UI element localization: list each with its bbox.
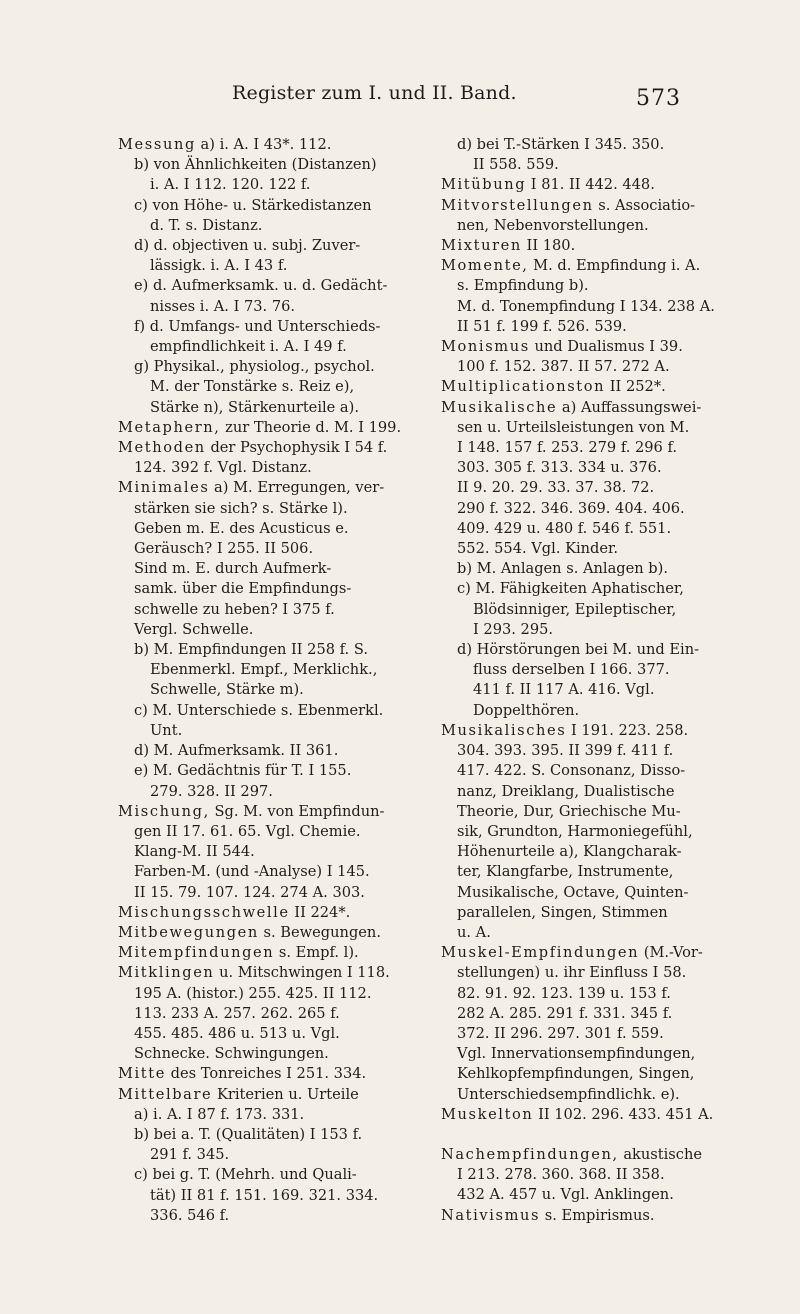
index-entry [118,943,418,963]
index-subentry: c) M. Fähigkeiten Aphatischer, [457,580,684,598]
index-continuation-line: tät) II 81 f. 151. 169. 321. 334. [150,1186,379,1204]
index-continuation-line: nanz, Dreiklang, Dualistische [457,782,675,800]
index-continuation-line: Schnecke. Schwingungen. [134,1045,329,1063]
entry-gap [441,1125,741,1145]
index-continuation-line: Unt. [150,721,183,739]
index-entry [118,1064,418,1084]
page-number: 573 [636,86,681,111]
index-continuation-line: I 293. 295. [473,620,554,638]
index-continuation-line: M. der Tonstärke s. Reiz e), [150,378,355,396]
entry-headword: Mischungsschwelle [118,903,290,921]
entry-headword: Monismus [441,338,530,356]
entry-headword: Metaphern, [118,418,221,436]
index-entry [118,963,418,983]
index-subentry: c) von Höhe- u. Stärkedistanzen [134,196,372,214]
index-entry [118,478,418,498]
entry-references: s. Empirismus. [540,1206,655,1224]
entry-headword: Nativismus [441,1206,541,1224]
index-continuation-line: M. d. Tonempfindung I 134. 238 A. [457,297,715,315]
index-entry [118,1085,418,1105]
index-continuation-line: 282 A. 285. 291 f. 331. 345 f. [457,1004,673,1022]
index-continuation-line: fluss derselben I 166. 377. [473,661,670,679]
index-entry [441,721,741,741]
index-subentry: b) von Ähnlichkeiten (Distanzen) [134,156,377,174]
index-entry [441,1105,741,1125]
index-continuation-line: s. Empfindung b). [457,277,589,295]
index-continuation-line: 303. 305 f. 313. 334 u. 376. [457,459,662,477]
entry-headword: Musikalisches [441,721,567,739]
entry-references: Sg. M. von Empfindun- [209,802,385,820]
index-subentry: f) d. Umfangs- und Unterschieds- [134,317,381,335]
index-continuation-line: Blödsinniger, Epileptischer, [473,600,677,618]
entry-references: der Psychophysik I 54 f. [205,439,388,457]
index-subentry: b) M. Empfindungen II 258 f. S. [134,641,368,659]
index-continuation-line: empfindlichkeit i. A. I 49 f. [150,338,347,356]
entry-headword: Mitklingen [118,964,215,982]
index-entry [441,337,741,357]
index-subentry: b) bei a. T. (Qualitäten) I 153 f. [134,1125,363,1143]
index-continuation-line: Höhenurteile a), Klangcharak- [457,843,682,861]
index-entry [441,398,741,418]
index-continuation-line: Geben m. E. des Acusticus e. [134,519,349,537]
entry-references: u. Mitschwingen I 118. [214,964,390,982]
index-continuation-line: II 558. 559. [473,156,559,174]
index-continuation-line: Schwelle, Stärke m). [150,681,304,699]
index-continuation-line: i. A. I 112. 120. 122 f. [150,176,311,194]
index-entry [118,903,418,923]
index-continuation-line: 304. 393. 395. II 399 f. 411 f. [457,742,674,760]
index-entry [441,943,741,963]
index-continuation-line: schwelle zu heben? I 375 f. [134,600,335,618]
index-continuation-line: samk. über die Empfindungs- [134,580,352,598]
index-continuation-line: Klang-M. II 544. [134,843,255,861]
index-continuation-line: Farben-M. (und -Analyse) I 145. [134,863,370,881]
index-continuation-line: 124. 392 f. Vgl. Distanz. [134,459,312,477]
index-continuation-line: nen, Nebenvorstellungen. [457,216,649,234]
index-continuation-line: Doppelthören. [473,701,580,719]
entry-references: s. Empf. l). [274,944,359,962]
index-column-left [118,135,418,1226]
entry-headword: Muskelton [441,1105,534,1123]
index-continuation-line: 291 f. 345. [150,1146,230,1164]
entry-references: akustische [618,1145,702,1163]
index-subentry: a) i. A. I 87 f. 173. 331. [134,1105,305,1123]
page-header [0,82,800,112]
index-entry [441,236,741,256]
entry-headword: Mitte [118,1065,166,1083]
index-continuation-line: 411 f. II 117 A. 416. Vgl. [473,681,655,699]
index-continuation-line: I 148. 157 f. 253. 279 f. 296 f. [457,439,677,457]
index-entry [441,1206,741,1226]
index-continuation-line: II 15. 79. 107. 124. 274 A. 303. [134,883,365,901]
index-continuation-line: Sind m. E. durch Aufmerk- [134,560,332,578]
entry-references: I 81. II 442. 448. [526,176,655,194]
entry-references: a) M. Erregungen, ver- [209,479,385,497]
entry-headword: Mitbewegungen [118,923,259,941]
index-entry [441,377,741,397]
entry-references: (M.-Vor- [639,944,703,962]
index-continuation-line: 82. 91. 92. 123. 139 u. 153 f. [457,984,671,1002]
index-continuation-line: Kehlkopfempfindungen, Singen, [457,1065,695,1083]
entry-headword: Mitübung [441,176,527,194]
index-entry [118,923,418,943]
index-continuation-line: u. A. [457,923,491,941]
entry-references: II 252*. [605,378,666,396]
index-continuation-line: I 213. 278. 360. 368. II 358. [457,1166,665,1184]
index-continuation-line: Unterschiedsempfindlichk. e). [457,1085,680,1103]
index-continuation-line: Stärke n), Stärkenurteile a). [150,398,359,416]
index-continuation-line: II 9. 20. 29. 33. 37. 38. 72. [457,479,655,497]
entry-references: Kriterien u. Urteile [212,1085,359,1103]
index-subentry: e) M. Gedächtnis für T. I 155. [134,762,352,780]
index-continuation-line: stellungen) u. ihr Einfluss I 58. [457,964,687,982]
index-continuation-line: sik, Grundton, Harmoniegefühl, [457,822,693,840]
index-subentry: b) M. Anlagen s. Anlagen b). [457,560,668,578]
index-continuation-line: Musikalische, Octave, Quinten- [457,883,689,901]
entry-references: I 191. 223. 258. [566,721,689,739]
index-continuation-line: 432 A. 457 u. Vgl. Anklingen. [457,1186,674,1204]
entry-headword: Mischung, [118,802,210,820]
index-continuation-line: 195 A. (histor.) 255. 425. II 112. [134,984,372,1002]
index-continuation-line: Ebenmerkl. Empf., Merklichk., [150,661,378,679]
index-entry [118,438,418,458]
entry-headword: Muskel-Empfindungen [441,944,640,962]
entry-references: II 102. 296. 433. 451 A. [533,1105,714,1123]
index-continuation-line: 100 f. 152. 387. II 57. 272 A. [457,358,670,376]
index-continuation-line: 552. 554. Vgl. Kinder. [457,540,619,558]
index-subentry: d) Hörstörungen bei M. und Ein- [457,641,700,659]
entry-headword: Nachempfindungen, [441,1145,619,1163]
index-continuation-line: 417. 422. S. Consonanz, Disso- [457,762,686,780]
running-title: Register zum I. und II. Band. [232,82,517,104]
index-continuation-line: 455. 485. 486 u. 513 u. Vgl. [134,1024,340,1042]
index-subentry: c) bei g. T. (Mehrh. und Quali- [134,1166,357,1184]
index-subentry: g) Physikal., physiolog., psychol. [134,358,375,376]
index-continuation-line: gen II 17. 61. 65. Vgl. Chemie. [134,822,361,840]
entry-headword: Mittelbare [118,1085,213,1103]
index-continuation-line: lässigk. i. A. I 43 f. [150,257,288,275]
index-continuation-line: 113. 233 A. 257. 262. 265 f. [134,1004,340,1022]
index-continuation-line: 279. 328. II 297. [150,782,273,800]
index-continuation-line: nisses i. A. I 73. 76. [150,297,296,315]
index-continuation-line: ter, Klangfarbe, Instrumente, [457,863,674,881]
index-continuation-line: d. T. s. Distanz. [150,216,263,234]
entry-headword: Mixturen [441,237,522,255]
entry-references: M. d. Empfindung i. A. [528,257,701,275]
entry-headword: Mitvorstellungen [441,196,594,214]
entry-references: und Dualismus I 39. [529,338,683,356]
index-entry [118,802,418,822]
index-continuation-line: parallelen, Singen, Stimmen [457,903,668,921]
index-continuation-line: Theorie, Dur, Griechische Mu- [457,802,681,820]
index-subentry: d) bei T.-Stärken I 345. 350. [457,136,665,153]
index-continuation-line: 372. II 296. 297. 301 f. 559. [457,1024,664,1042]
index-continuation-line: Vgl. Innervationsempfindungen, [457,1045,696,1063]
index-continuation-line: Geräusch? I 255. II 506. [134,540,314,558]
index-continuation-line: 409. 429 u. 480 f. 546 f. 551. [457,519,672,537]
index-entry [441,256,741,276]
index-entry [118,135,418,155]
index-continuation-line: Vergl. Schwelle. [134,620,254,638]
entry-headword: Methoden [118,439,206,457]
entry-references: s. Associatio- [593,196,696,214]
entry-headword: Minimales [118,479,210,497]
index-continuation-line: sen u. Urteilsleistungen von M. [457,418,690,436]
entry-references: des Tonreiches I 251. 334. [165,1065,367,1083]
index-continuation-line: stärken sie sich? s. Stärke l). [134,499,348,517]
index-entry [441,175,741,195]
index-continuation-line: 290 f. 322. 346. 369. 404. 406. [457,499,685,517]
entry-headword: Messung [118,136,196,153]
entry-references: s. Bewegungen. [258,923,381,941]
index-entry [441,1145,741,1165]
index-column-right [441,135,741,1226]
entry-headword: Multiplicationston [441,378,606,396]
entry-references: a) i. A. I 43*. 112. [195,136,332,153]
index-subentry: e) d. Aufmerksamk. u. d. Gedächt- [134,277,388,295]
entry-headword: Musikalische [441,398,558,416]
index-entry [441,196,741,216]
entry-references: zur Theorie d. M. I 199. [220,418,402,436]
entry-references: a) Auffassungswei- [557,398,702,416]
entry-references: II 180. [521,237,576,255]
index-continuation-line: II 51 f. 199 f. 526. 539. [457,317,627,335]
index-subentry: d) d. objectiven u. subj. Zuver- [134,237,361,255]
entry-headword: Mitempfindungen [118,944,275,962]
index-subentry: c) M. Unterschiede s. Ebenmerkl. [134,701,384,719]
entry-headword: Momente, [441,257,529,275]
index-continuation-line: 336. 546 f. [150,1206,230,1224]
index-subentry: d) M. Aufmerksamk. II 361. [134,742,339,760]
index-entry [118,418,418,438]
entry-references: II 224*. [289,903,351,921]
